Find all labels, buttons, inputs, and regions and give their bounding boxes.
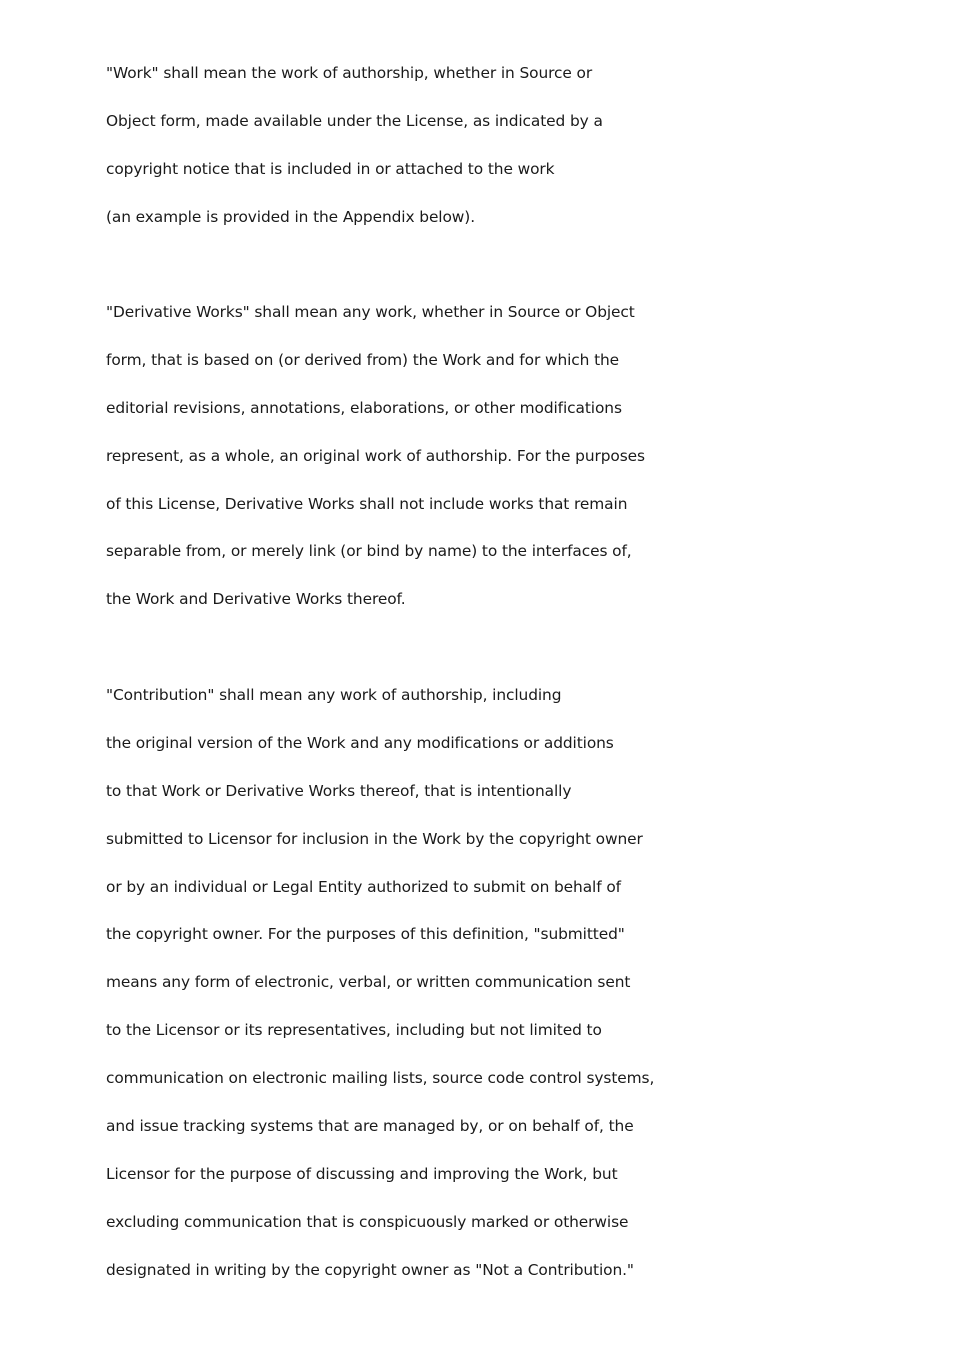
text-line: the Work and Derivative Works thereof. (106, 590, 406, 609)
text-line: submitted to Licensor for inclusion in the Work by the copyright owner (106, 829, 643, 848)
text-line: communication on electronic mailing lists, source code control systems, (106, 1069, 655, 1088)
text-line: Object form, made available under the License, as indicated by a (106, 111, 603, 130)
paragraph-contribution-definition (106, 685, 706, 1308)
text-line: (an example is provided in the Appendix below). (106, 207, 475, 226)
text-line: Licensor for the purpose of discussing and improving the Work, but (106, 1164, 618, 1183)
text-line: copyright notice that is included in or attached to the work (106, 159, 555, 178)
text-line: "Contribution" shall mean any work of authorship, including (106, 686, 562, 704)
text-line: means any form of electronic, verbal, or written communication sent (106, 973, 631, 992)
text-line: to the Licensor or its representatives, including but not limited to (106, 1021, 602, 1040)
text-line: separable from, or merely link (or bind by name) to the interfaces of, (106, 542, 632, 561)
paragraph-work-definition (106, 63, 706, 255)
text-line: to that Work or Derivative Works thereof, that is intentionally (106, 781, 572, 800)
text-line: the original version of the Work and any modifications or additions (106, 733, 614, 752)
text-line: and issue tracking systems that are managed by, or on behalf of, the (106, 1117, 634, 1136)
text-line: editorial revisions, annotations, elaborations, or other modifications (106, 398, 622, 417)
text-line: "Work" shall mean the work of authorship, whether in Source or (106, 64, 593, 82)
text-line: represent, as a whole, an original work of authorship. For the purposes (106, 446, 645, 465)
text-line: excluding communication that is conspicuously marked or otherwise (106, 1212, 629, 1231)
text-line: form, that is based on (or derived from) the Work and for which the (106, 350, 620, 369)
text-line: "Derivative Works" shall mean any work, whether in Source or Object (106, 303, 635, 321)
text-line: the copyright owner. For the purposes of this definition, "submitted" (106, 925, 625, 944)
text-line: or by an individual or Legal Entity authorized to submit on behalf of (106, 877, 621, 896)
paragraph-derivative-works-definition (106, 302, 706, 637)
text-line: of this License, Derivative Works shall not include works that remain (106, 494, 628, 513)
text-line: designated in writing by the copyright owner as "Not a Contribution." (106, 1260, 634, 1279)
